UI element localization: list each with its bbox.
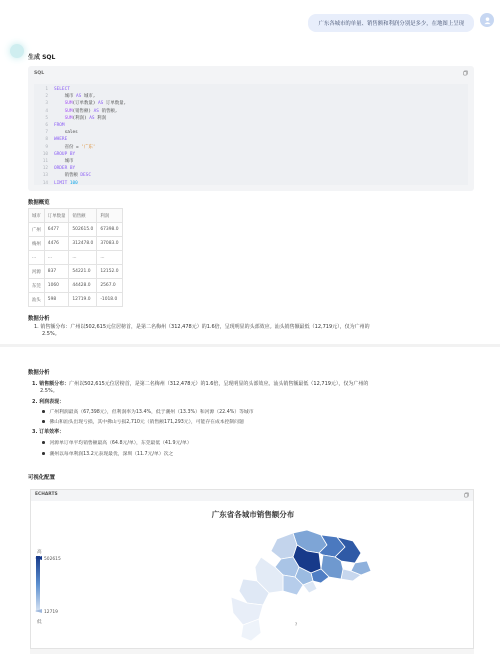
code-line	[34, 86, 70, 93]
analysis-item-1-text: 广州以502,615元位居榜首，是第二名梅州（312,478元）的1.6倍，呈现明显的头部效应。汕头销售额最低（12,719元），仅为广州的	[69, 381, 369, 387]
code-language-label: SQL	[34, 71, 45, 76]
analysis-item-2-bullet-2: 佛山和汕头出现亏损，其中佛山亏损2,710元（销售额171,293元），可能存在成本控制问题	[42, 418, 244, 425]
code-token: (订单数量)	[72, 101, 99, 107]
table-cell: 54221.0	[69, 265, 97, 279]
visualmap-low-label: 低	[37, 620, 42, 625]
table-header-cell: 订单数量	[44, 209, 69, 223]
line-number: 5	[45, 115, 48, 121]
table-cell: 12719.0	[69, 293, 97, 307]
visualmap-high-label: 高	[37, 550, 42, 555]
table-cell: 汕头	[29, 293, 45, 307]
code-token: WHERE	[54, 137, 68, 143]
line-number: 4	[45, 108, 48, 114]
analysis-item-3-bullet-1: 河源单订单平均销售额最高（64.8元/单），东莞最低（41.9元/单）	[42, 439, 192, 446]
user-message-bubble: 广东各城市的单量、销售额和利润分别是多少，在地图上呈现	[308, 14, 474, 32]
code-line	[34, 151, 75, 158]
table-cell: 广州	[29, 223, 45, 237]
table-header-cell: 城市	[29, 209, 45, 223]
horizontal-scrollbar[interactable]	[30, 649, 474, 654]
line-number: 10	[42, 151, 48, 157]
table-row	[29, 237, 123, 251]
code-token: 城市	[54, 159, 74, 164]
echarts-card	[30, 489, 474, 649]
code-token: SUM	[54, 108, 73, 114]
code-body	[34, 84, 468, 185]
line-number: 1	[45, 87, 48, 92]
table-cell: 4476	[44, 237, 69, 251]
line-number: 6	[45, 123, 48, 128]
sql-section-title: 生成 SQL	[28, 54, 56, 61]
viz-config-title: 可视化配置	[28, 475, 55, 481]
code-line	[34, 180, 78, 187]
code-token: 销售额,	[98, 108, 118, 114]
line-number: 7	[45, 130, 48, 136]
code-token: AS	[93, 108, 99, 114]
map-island-mark: ?	[295, 622, 298, 627]
code-line	[34, 158, 73, 165]
code-line	[34, 172, 91, 179]
table-cell: 东莞	[29, 279, 45, 293]
code-token: DESC	[80, 173, 91, 179]
table-cell: ...	[69, 251, 97, 265]
analysis-item-2-bullet-1: 广州利润最高（67,398元），但利润率为13.4%，低于潮州（13.3%）和河源（22.4%）等城市	[42, 408, 254, 415]
analysis-item-1-label: 1. 销售额分布：	[32, 381, 70, 387]
chart-library-label: ECHARTS	[35, 492, 58, 497]
code-token: AS	[89, 115, 95, 121]
assistant-avatar	[10, 44, 24, 58]
table-row	[29, 279, 123, 293]
user-icon	[483, 16, 492, 25]
code-token: 销售额	[54, 173, 81, 179]
table-cell: ...	[29, 251, 45, 265]
copy-icon[interactable]	[463, 492, 469, 498]
code-line	[34, 165, 75, 172]
analysis-title: 数据分析	[28, 370, 50, 376]
table-cell: 河源	[29, 265, 45, 279]
line-number: 8	[45, 137, 48, 143]
code-token: AS	[98, 101, 104, 107]
table-cell: 44428.0	[69, 279, 97, 293]
analysis-item-3	[32, 429, 64, 436]
code-token: GROUP BY	[54, 151, 76, 157]
line-number: 2	[45, 94, 48, 100]
table-cell: 1060	[44, 279, 69, 293]
code-token: SUM	[54, 115, 73, 121]
copy-icon[interactable]	[462, 70, 468, 76]
code-token: AS	[76, 94, 82, 100]
user-avatar[interactable]	[480, 13, 494, 27]
chart-canvas	[31, 501, 475, 649]
code-token: 利润	[94, 115, 106, 121]
table-cell: 12152.0	[97, 265, 122, 279]
table-cell: 37083.0	[97, 237, 122, 251]
visualmap-max: 502615	[44, 557, 61, 562]
table-row	[29, 223, 123, 237]
line-number: 3	[45, 101, 48, 107]
code-token: 订单数量,	[103, 101, 127, 107]
analysis-item-1-continuation: 2.5%。	[42, 331, 60, 337]
code-token: SUM	[54, 101, 73, 107]
code-token: '广东'	[81, 144, 96, 150]
chart-header	[31, 490, 473, 501]
analysis-title-top: 数据分析	[28, 316, 50, 322]
sql-code-block	[28, 66, 474, 191]
code-line	[34, 136, 67, 143]
code-line	[34, 129, 78, 136]
code-line	[34, 115, 106, 122]
table-row	[29, 265, 123, 279]
code-token: LIMIT	[54, 180, 70, 186]
table-header-cell: 利润	[97, 209, 122, 223]
line-number: 12	[42, 166, 48, 172]
code-token: FROM	[54, 123, 65, 128]
data-overview-title: 数据概览	[28, 200, 50, 206]
analysis-item-2-label: 2. 利润表现：	[32, 399, 65, 405]
code-token: sales	[54, 130, 78, 136]
analysis-item-1	[32, 381, 482, 395]
code-token: (利润)	[72, 115, 90, 121]
map-region-qingyuan[interactable]	[271, 533, 297, 559]
chart-title: 广东省各城市销售额分布	[211, 510, 295, 519]
table-cell: 837	[44, 265, 69, 279]
table-cell: 2567.0	[97, 279, 122, 293]
table-cell: -1018.0	[97, 293, 122, 307]
analysis-item-3-bullet-2: 潮州以每单利润13.2元表现最优，深圳（11.7元/单）次之	[42, 450, 173, 457]
analysis-item-1-line: 1. 销售额分布：广州以502,615元位居榜首，是第二名梅州（312,478元）的1.6倍，呈现明显的头部效应。汕头销售额最低（12,719元），仅为广州的	[34, 324, 370, 330]
code-token: SELECT	[54, 87, 70, 92]
table-row	[29, 251, 123, 265]
analysis-item-1-top	[34, 324, 474, 338]
visualmap-gradient-bar[interactable]	[36, 556, 40, 612]
code-token: 100	[69, 180, 78, 186]
table-cell: 梅州	[29, 237, 45, 251]
data-overview-table	[28, 208, 123, 307]
code-line	[34, 122, 65, 129]
line-number: 13	[42, 173, 48, 179]
line-number: 9	[45, 144, 48, 150]
table-cell: 67398.0	[97, 223, 122, 237]
code-line	[34, 108, 117, 115]
visualmap-min: 12719	[44, 610, 58, 615]
code-line	[34, 93, 95, 100]
code-token: ORDER BY	[54, 166, 76, 172]
table-cell: 6477	[44, 223, 69, 237]
table-cell: 502615.0	[69, 223, 97, 237]
table-header-cell: 销售额	[69, 209, 97, 223]
assistant-answer	[28, 52, 490, 337]
analysis-item-1-cont: 2.5%。	[40, 388, 58, 394]
table-cell: 598	[44, 293, 69, 307]
code-token: 城市,	[81, 94, 96, 100]
table-cell: 312478.0	[69, 237, 97, 251]
line-number: 14	[42, 180, 48, 186]
line-number: 11	[42, 159, 48, 164]
table-row	[29, 293, 123, 307]
guangdong-map[interactable]	[231, 530, 371, 641]
code-token: (销售额)	[72, 108, 94, 114]
code-token: 城市	[54, 94, 76, 100]
code-token: 省份 =	[54, 144, 82, 150]
table-cell: ...	[44, 251, 69, 265]
code-line	[34, 100, 126, 107]
table-cell: ...	[97, 251, 122, 265]
analysis-item-2	[32, 399, 64, 406]
code-line	[34, 144, 95, 151]
analysis-item-3-label: 3. 订单效率：	[32, 429, 65, 435]
